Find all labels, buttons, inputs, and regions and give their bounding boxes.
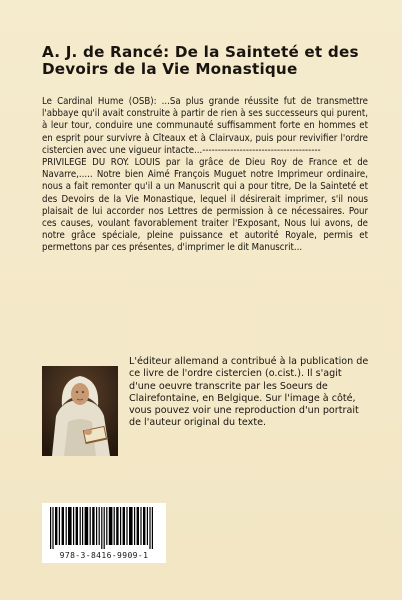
- portrait-caption: L'éditeur allemand a contribué à la publication de ce livre de l'ordre cistercien (o.cist.). Il s'agit d'une oeuvre transcrite par les Soeurs de Clairefontaine, en Belgique. Sur l'image à côté, vous pouvez voir une reproduction d'un portrait de l'auteur original du texte.: [129, 356, 369, 429]
- quote-paragraph: Le Cardinal Hume (OSB): ...Sa plus grande réussite fut de transmettre l'abbaye qu'il avait construite à partir de rien à ses successeurs qui purent, à leur tour, conduire une communauté suffisamment forte en hommes et en esprit pour survivre à Cîteaux et à Clairvaux, puis pour revivifier l'ordre cistercien avec une vigueur intacte...--------------------------------------: [42, 96, 368, 156]
- author-portrait: [42, 366, 118, 456]
- barcode-bars: [48, 507, 160, 549]
- barcode: [42, 503, 166, 563]
- isbn-number: 978-3-8416-9909-1: [59, 551, 149, 560]
- book-title: A. J. de Rancé: De la Sainteté et des Devoirs de la Vie Monastique: [42, 43, 359, 78]
- privilege-paragraph: PRIVILEGE DU ROY. LOUIS par la grâce de Dieu Roy de France et de Navarre,..... Notre bien Aimé François Muguet notre Imprimeur ordinaire, nous a fait remonter qu'il a un Manuscrit qui a pour titre, De la Sainteté et des Devoirs de la Vie Monastique, lequel il désirerait imprimer, s'il nous plaisait de lui accorder nos Lettres de permission à ce nécessaires. Pour ces causes, voulant favorablement traiter l'Exposant, Nous lui avons, de notre grâce spéciale, pleine puissance et autorité Royale, permis et permettons par ces présentes, d'imprimer le dit Manuscrit...: [42, 157, 368, 254]
- blurb-text: [42, 96, 368, 255]
